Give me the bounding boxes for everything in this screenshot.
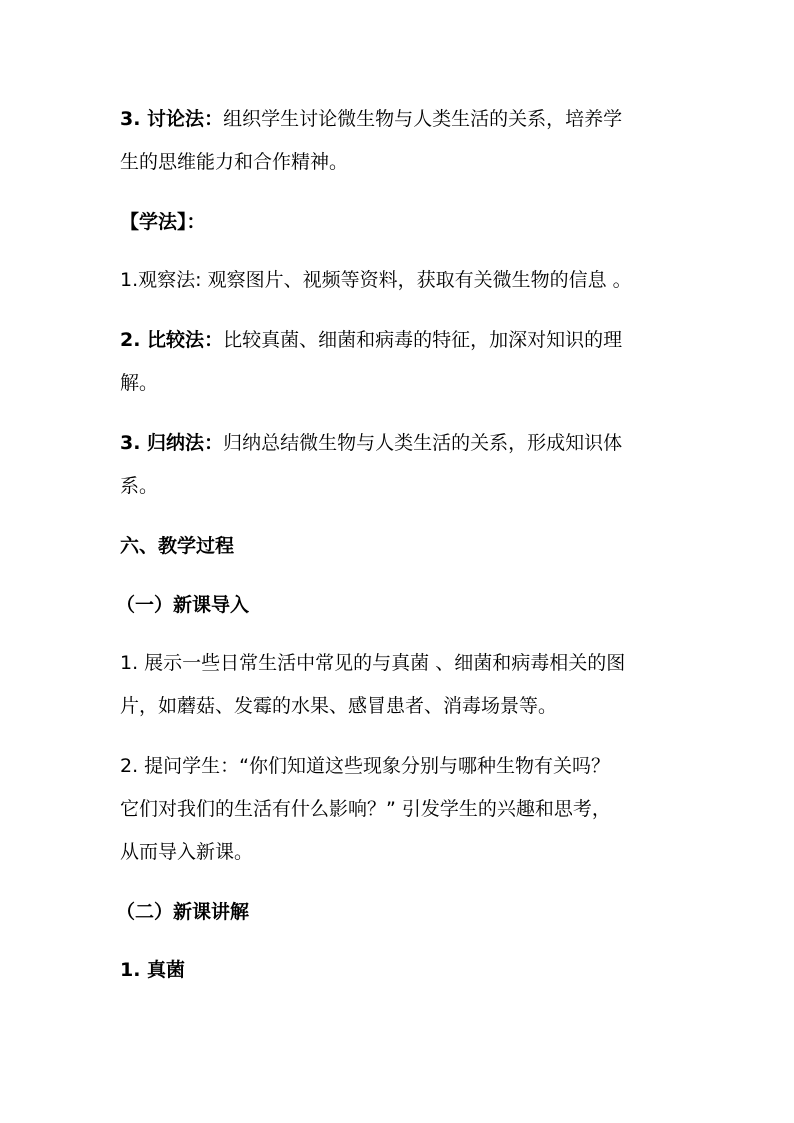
comparison-label: 2. 比较法 (120, 329, 205, 351)
induction-label: 3. 归纳法 (120, 432, 205, 454)
document-page (116, 0, 680, 1123)
fungi-heading-text: 1. 真菌 (120, 959, 186, 981)
intro-item2-line3 (120, 843, 253, 862)
induction-text2: 系。 (120, 475, 159, 497)
teaching-process-heading (120, 537, 234, 556)
fungi-heading (120, 961, 185, 980)
new-lesson-explain-heading-text: （二）新课讲解 (116, 901, 250, 923)
new-lesson-explain-heading (116, 903, 249, 922)
study-methods-heading-text: 【学法】 (120, 211, 187, 233)
observation-method-line (120, 271, 632, 290)
intro-item1-text1: 1. 展示一些日常生活中常见的与真菌 、细菌和病毒相关的图 (120, 652, 626, 674)
method-discussion-line2 (120, 153, 348, 172)
method-discussion-colon: ： (204, 108, 224, 130)
teaching-process-heading-text: 六、教学过程 (120, 535, 235, 557)
observation-label: 1. (120, 269, 139, 291)
intro-item1-text2: 片，如蘑菇、发霉的水果、感冒患者、消毒场景等。 (120, 695, 558, 717)
comparison-text1: 比较真菌、细菌和病毒的特征，加深对知识的理 (223, 329, 623, 351)
induction-colon: ： (204, 432, 224, 454)
comparison-method-line1 (120, 331, 622, 350)
method-discussion-label: 3. 讨论法 (120, 108, 205, 130)
induction-method-line2 (120, 477, 158, 496)
new-lesson-intro-heading-text: （一）新课导入 (116, 594, 250, 616)
new-lesson-intro-heading (116, 596, 249, 615)
method-discussion-text2: 生的思维能力和合作精神。 (120, 151, 349, 173)
intro-item2-text3: 从而导入新课。 (120, 841, 254, 863)
intro-item2-text1: 2. 提问学生：“你们知道这些现象分别与哪种生物有关吗？ (120, 755, 611, 777)
intro-item1-line1 (120, 654, 625, 673)
induction-text1: 归纳总结微生物与人类生活的关系，形成知识体 (223, 432, 623, 454)
intro-item2-line2 (120, 800, 611, 819)
method-discussion-line1 (120, 110, 622, 129)
intro-item1-line2 (120, 697, 557, 716)
study-methods-heading-colon: ： (186, 211, 206, 233)
intro-item2-line1 (120, 757, 610, 776)
comparison-method-line2 (120, 374, 158, 393)
observation-text: 观察法: 观察图片、视频等资料，获取有关微生物的信息 。 (138, 269, 632, 291)
comparison-colon: ： (204, 329, 224, 351)
study-methods-heading (120, 213, 206, 232)
intro-item2-text2: 它们对我们的生活有什么影响？” 引发学生的兴趣和思考， (120, 798, 611, 820)
comparison-text2: 解。 (120, 372, 159, 394)
induction-method-line1 (120, 434, 622, 453)
method-discussion-text1: 组织学生讨论微生物与人类生活的关系，培养学 (223, 108, 623, 130)
